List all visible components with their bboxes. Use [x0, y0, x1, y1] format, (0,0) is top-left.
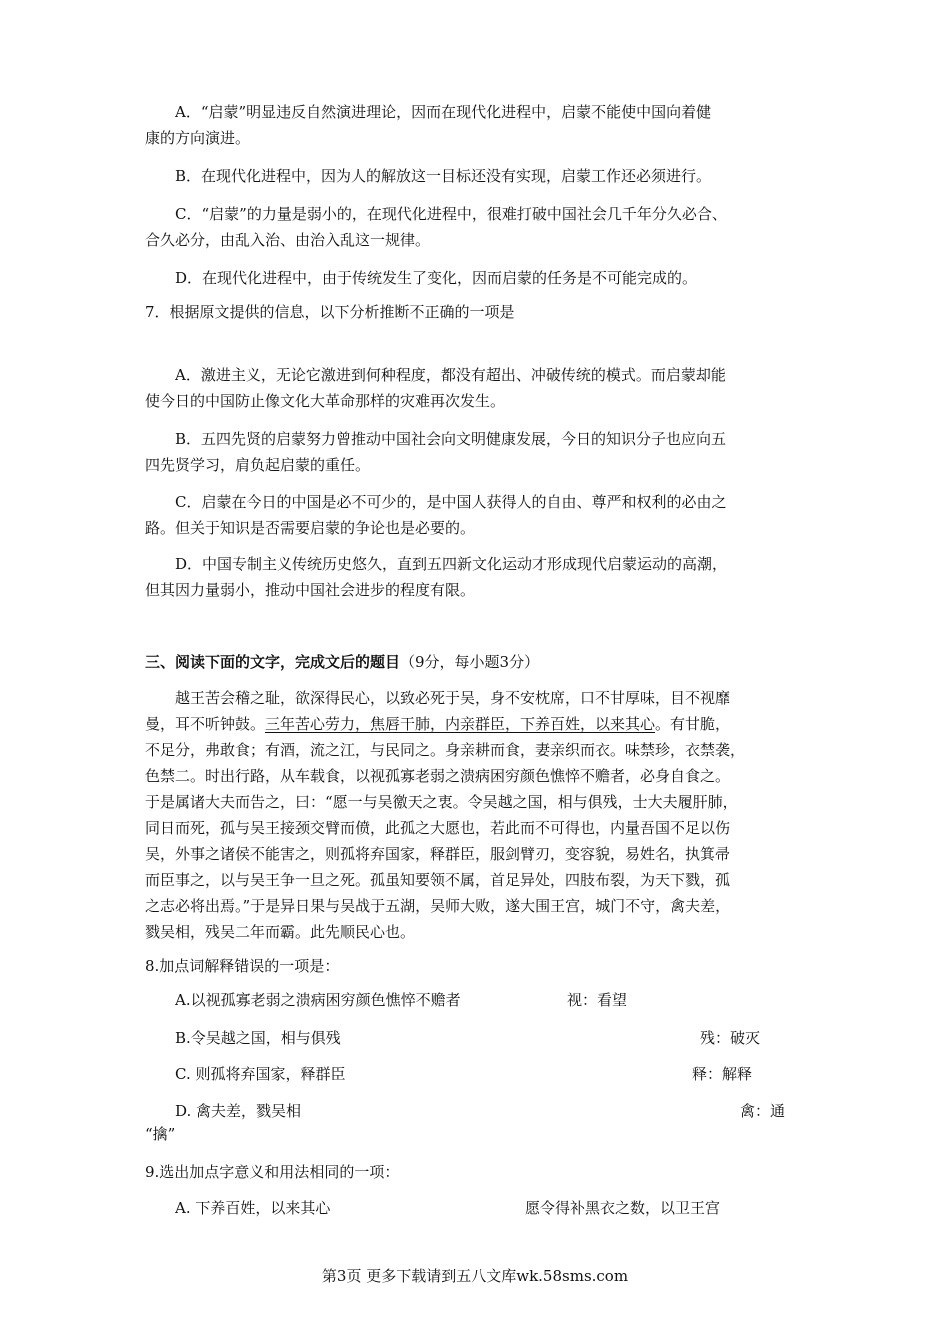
section-3-heading-score: （9分，每小题3分） [400, 653, 540, 671]
passage-line-2-head: 曼，耳不听钟鼓。 [145, 715, 266, 733]
passage-line-10: 戮吴相，残吴二年而霸。此先顺民心也。 [145, 923, 416, 941]
passage-line-9: 之志必将出焉。”于是异日果与吴战于五湖，吴师大败，遂大围王宫，城门不守，禽夫差， [145, 897, 731, 915]
q9-stem: 9.选出加点字意义和用法相同的一项： [145, 1163, 400, 1181]
passage-line-6: 同日而死，孤与吴王接颈交臂而偾，此孤之大愿也，若此而不可得也，内量吾国不足以伤 [145, 819, 731, 837]
q6-option-a-line1: A．“启蒙”明显违反自然演进理论，因而在现代化进程中，启蒙不能使中国向着健 [175, 103, 712, 121]
page-footer: 第3页 更多下载请到五八文库wk.58sms.com [321, 1267, 629, 1285]
passage-line-8: 而臣事之，以与吴王争一旦之死。孤虽知要领不属，首足异处，四肢布裂，为天下戮，孤 [145, 871, 731, 889]
passage-line-1: 越王苦会稽之耻，欲深得民心，以致必死于吴，身不安枕席，口不甘厚味，目不视靡 [175, 689, 731, 707]
q7-option-a-line1: A．激进主义，无论它激进到何种程度，都没有超出、冲破传统的模式。而启蒙却能 [175, 366, 726, 384]
q8-option-d-gloss-continued: “擒” [145, 1125, 176, 1143]
q7-option-a-line2: 使今日的中国防止像文化大革命那样的灾难再次发生。 [145, 392, 506, 410]
q8-option-b-gloss: 残：破灭 [700, 1029, 761, 1047]
q8-option-c-gloss: 释：解释 [692, 1065, 753, 1083]
passage-line-4: 色禁二。时出行路，从车载食，以视孤寡老弱之溃病困穷颜色憔悴不赡者，必身自食之。 [145, 767, 731, 785]
q7-option-b-line2: 四先贤学习，肩负起启蒙的重任。 [145, 456, 371, 474]
passage-line-5: 于是属诸大夫而告之，曰：“愿一与吴徼天之衷。令吴越之国，相与俱残，士大夫履肝肺， [145, 793, 738, 811]
passage-line-2-tail: 。有甘脆， [655, 715, 731, 733]
passage-line-3: 不足分，弗敢食；有酒，流之江，与民同之。身亲耕而食，妻亲织而衣。味禁珍，衣禁袭， [145, 741, 746, 759]
q8-option-b: B.令吴越之国，相与俱残 [175, 1029, 341, 1047]
q7-option-c-line1: C．启蒙在今日的中国是必不可少的，是中国人获得人的自由、尊严和权利的必由之 [175, 493, 727, 511]
q7-option-d-line2: 但其因力量弱小，推动中国社会进步的程度有限。 [145, 581, 476, 599]
q8-option-c: C. 则孤将弃国家，释群臣 [175, 1065, 346, 1083]
q8-option-a-gloss: 视：看望 [567, 991, 628, 1009]
q6-option-a-line2: 康的方向演进。 [145, 129, 251, 147]
q8-option-d: D. 禽夫差，戮吴相 [175, 1102, 302, 1120]
q7-option-d-line1: D．中国专制主义传统历史悠久，直到五四新文化运动才形成现代启蒙运动的高潮， [175, 555, 728, 573]
q6-option-c-line2: 合久必分，由乱入治、由治入乱这一规律。 [145, 231, 431, 249]
q6-option-d-line1: D．在现代化进程中，由于传统发生了变化，因而启蒙的任务是不可能完成的。 [175, 269, 698, 287]
q9-option-a-right: 愿令得补黑衣之数，以卫王宫 [525, 1199, 721, 1217]
q6-option-b-line1: B．在现代化进程中，因为人的解放这一目标还没有实现，启蒙工作还必须进行。 [175, 167, 712, 185]
passage-underlined-sentence: 三年苦心劳力，焦唇干肺，内亲群臣，下养百姓，以来其心 [265, 715, 656, 733]
q8-stem: 8.加点词解释错误的一项是： [145, 957, 340, 975]
q6-option-c-line1: C．“启蒙”的力量是弱小的，在现代化进程中，很难打破中国社会几千年分久必合、 [175, 205, 727, 223]
q9-option-a-left: A. 下养百姓，以来其心 [175, 1199, 331, 1217]
q8-option-a: A.以视孤寡老弱之溃病困穷颜色憔悴不赡者 [175, 991, 461, 1009]
passage-line-7: 吴，外事之诸侯不能害之，则孤将弃国家，释群臣，服剑臂刃，变容貌，易姓名，执箕帚 [145, 845, 731, 863]
q7-option-c-line2: 路。但关于知识是否需要启蒙的争论也是必要的。 [145, 519, 476, 537]
passage-line-2 [145, 714, 730, 734]
section-3-heading [145, 652, 539, 672]
q8-option-d-gloss: 禽：通 [740, 1102, 786, 1120]
section-3-heading-text: 三、阅读下面的文字，完成文后的题目 [145, 653, 401, 671]
q7-option-b-line1: B．五四先贤的启蒙努力曾推动中国社会向文明健康发展，今日的知识分子也应向五 [175, 430, 727, 448]
q7-stem: 7．根据原文提供的信息，以下分析推断不正确的一项是 [145, 303, 515, 321]
